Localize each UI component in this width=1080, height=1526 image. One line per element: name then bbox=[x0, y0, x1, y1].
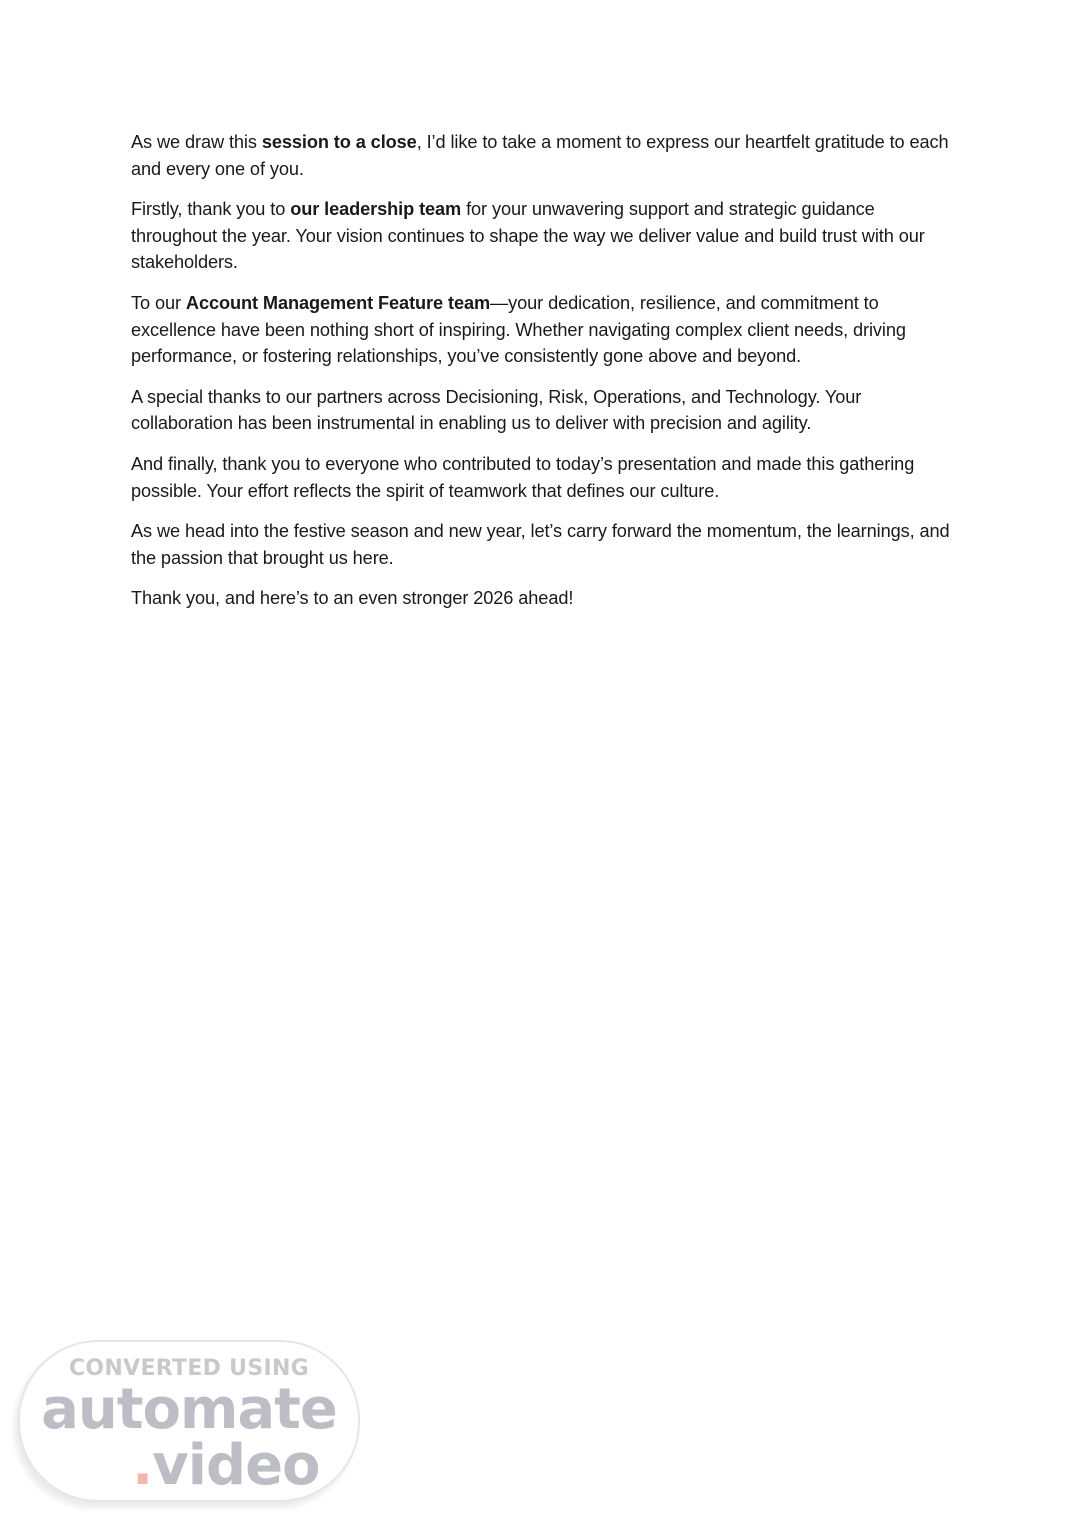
watermark-dot: . bbox=[132, 1433, 153, 1498]
paragraph bbox=[131, 129, 961, 182]
watermark-sub-text: video bbox=[152, 1433, 320, 1498]
text-segment: Thank you, and here’s to an even stronger 2026 ahead! bbox=[131, 588, 574, 609]
paragraph bbox=[131, 196, 961, 276]
text-segment: Firstly, thank you to bbox=[131, 199, 291, 220]
watermark-sub-line bbox=[132, 1434, 320, 1498]
paragraph bbox=[131, 384, 961, 437]
bold-text-segment: session to a close bbox=[261, 132, 417, 152]
paragraph bbox=[131, 451, 961, 504]
paragraph bbox=[131, 585, 961, 612]
watermark-top-text: CONVERTED USING bbox=[68, 1356, 310, 1381]
text-segment: , I’d like to take a moment to express our heartfelt gratitude to each and every one of you. bbox=[131, 132, 949, 179]
watermark-main-text: automate bbox=[41, 1377, 337, 1442]
bold-text-segment: Account Management Feature team bbox=[185, 292, 491, 313]
text-segment: As we head into the festive season and new year, let’s carry forward the momentum, the learnings, and the passion that brought us here. bbox=[131, 521, 950, 568]
watermark-badge bbox=[18, 1340, 360, 1502]
text-segment: And finally, thank you to everyone who contributed to today’s presentation and made this gathering possible. Your effort reflects the spirit of teamwork that defines our culture. bbox=[131, 453, 915, 501]
text-segment: —your dedication, resilience, and commitment to excellence have been nothing short of inspiring. Whether navigating complex client needs, driving performance, or fostering relationships, you’ve consistently gone above and beyond. bbox=[131, 292, 906, 367]
text-segment: for your unwavering support and strategic guidance throughout the year. Your vision continues to shape the way we deliver value and build trust with our stakeholders. bbox=[131, 199, 925, 273]
bold-text-segment: our leadership team bbox=[290, 199, 462, 220]
document-body bbox=[131, 129, 961, 626]
text-segment: As we draw this bbox=[131, 132, 262, 152]
paragraph bbox=[131, 518, 961, 571]
paragraph bbox=[131, 290, 961, 370]
text-segment: A special thanks to our partners across Decisioning, Risk, Operations, and Technology. Your collaboration has been instrumental in enabling us to deliver with precision and agility. bbox=[131, 386, 862, 434]
text-segment: To our bbox=[131, 292, 186, 313]
